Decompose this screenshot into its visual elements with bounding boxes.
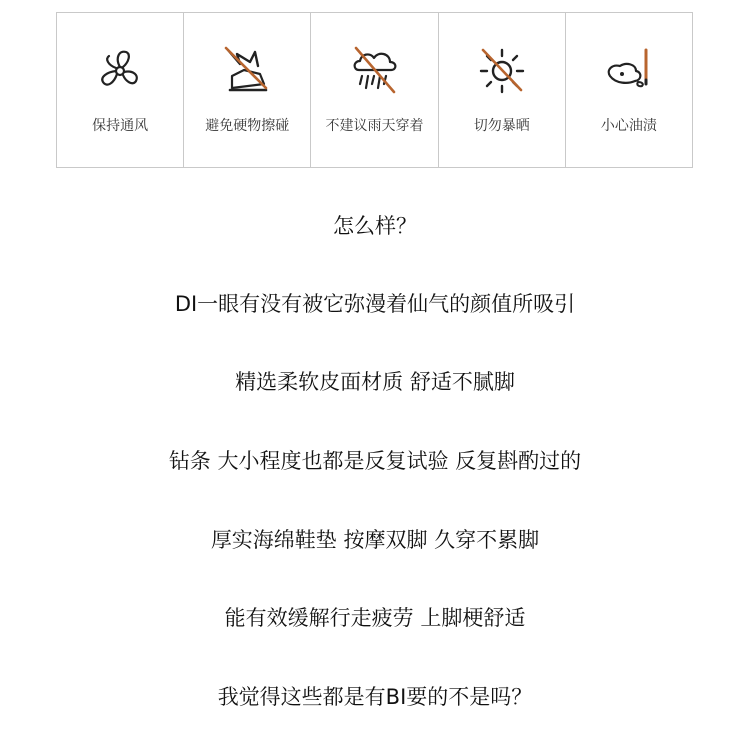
copy-line-insole: 厚实海绵鞋垫 按摩双脚 久穿不累脚 bbox=[210, 528, 540, 552]
care-label: 保持通风 bbox=[92, 118, 149, 134]
care-cell-ventilate bbox=[57, 13, 184, 167]
care-cell-no-sun bbox=[439, 13, 566, 167]
copy-line-material: 精选柔软皮面材质 舒适不腻脚 bbox=[235, 370, 515, 394]
care-cell-no-hard-object bbox=[184, 13, 311, 167]
care-label: 小心油渍 bbox=[600, 118, 657, 134]
oil-stain-icon bbox=[602, 44, 656, 98]
care-label: 避免硬物擦碰 bbox=[205, 118, 290, 134]
care-label: 切勿暴晒 bbox=[473, 118, 530, 134]
care-instructions-table bbox=[56, 12, 693, 168]
no-rain-icon bbox=[348, 44, 402, 98]
fan-icon bbox=[93, 44, 147, 98]
copy-line-closing: 我觉得这些都是有BI要的不是吗？ bbox=[217, 685, 533, 709]
care-cell-oil-stain bbox=[566, 13, 692, 167]
no-hard-object-icon bbox=[220, 44, 274, 98]
no-sun-icon bbox=[475, 44, 529, 98]
copy-line-rhinestones: 钻条 大小程度也都是反复试验 反复斟酌过的 bbox=[168, 449, 582, 473]
care-cell-no-rain bbox=[311, 13, 438, 167]
copy-line-question: 怎么样？ bbox=[333, 214, 417, 238]
care-label: 不建议雨天穿着 bbox=[325, 118, 424, 134]
copy-line-appearance: DI一眼有没有被它弥漫着仙气的颜值所吸引 bbox=[174, 292, 576, 316]
copy-line-comfort: 能有效缓解行走疲劳 上脚梗舒适 bbox=[224, 606, 526, 630]
